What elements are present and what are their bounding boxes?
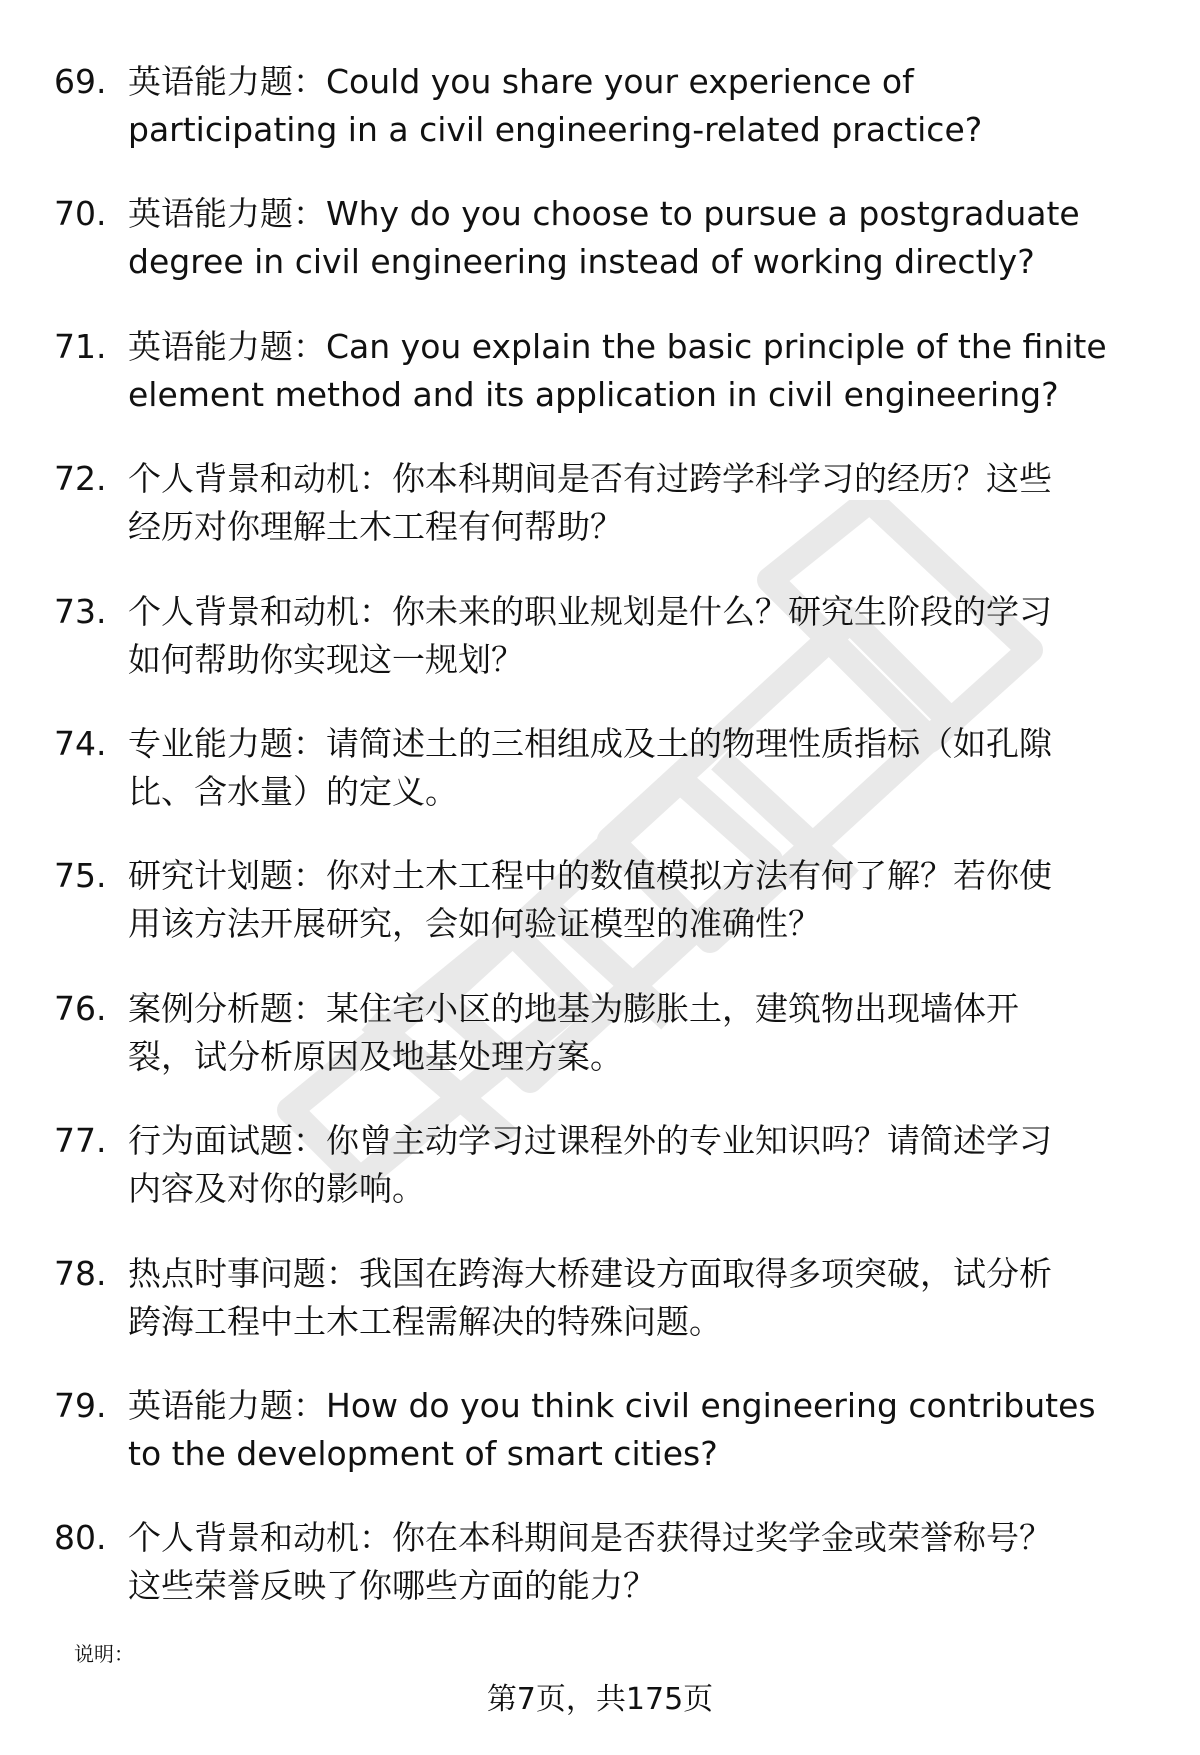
question-number: 72. [54, 459, 107, 499]
question-item [54, 1382, 1154, 1514]
question-text [128, 455, 1200, 551]
question-number: 73. [54, 591, 107, 631]
question-text [128, 323, 1200, 419]
question-text [128, 1514, 1200, 1610]
question-item [54, 455, 1154, 587]
question-number: 70. [54, 194, 107, 234]
question-line: 用该方法开展研究，会如何验证模型的准确性？ [128, 904, 821, 944]
question-line: 比、含水量）的定义。 [128, 771, 458, 811]
question-line: 这些荣誉反映了你哪些方面的能力？ [128, 1566, 656, 1606]
question-line: 案例分析题：某住宅小区的地基为膨胀土，建筑物出现墙体开 [128, 988, 1019, 1028]
question-line: degree in civil engineering instead of working directly? [128, 242, 1035, 282]
question-line: 跨海工程中土木工程需解决的特殊问题。 [128, 1301, 722, 1341]
question-line: 研究计划题：你对土木工程中的数值模拟方法有何了解？若你使 [128, 856, 1052, 896]
question-number: 77. [54, 1121, 107, 1161]
question-text [128, 985, 1200, 1081]
question-item [54, 720, 1154, 852]
question-line: 行为面试题：你曾主动学习过课程外的专业知识吗？请简述学习 [128, 1121, 1052, 1161]
question-line: 英语能力题：Could you share your experience of [128, 62, 914, 101]
question-item [54, 1117, 1154, 1249]
question-number: 75. [54, 856, 107, 896]
question-list [54, 58, 1154, 1647]
question-line: 经历对你理解土木工程有何帮助？ [128, 507, 623, 547]
question-text [128, 1117, 1200, 1213]
question-item [54, 985, 1154, 1117]
question-text [128, 1250, 1200, 1346]
question-line: 英语能力题：Can you explain the basic principle of the finite [128, 326, 1107, 366]
question-text [128, 852, 1200, 948]
question-line: 英语能力题：How do you think civil engineering contributes [128, 1385, 1096, 1425]
page-number-footer: 第7页，共175页 [486, 1682, 714, 1717]
question-number: 69. [54, 62, 107, 101]
question-number: 79. [54, 1385, 107, 1425]
question-line: 热点时事问题：我国在跨海大桥建设方面取得多项突破，试分析 [128, 1253, 1052, 1293]
question-line: 专业能力题：请简述土的三相组成及土的物理性质指标（如孔隙 [128, 723, 1052, 763]
question-number: 74. [54, 723, 107, 763]
question-line: 个人背景和动机：你本科期间是否有过跨学科学习的经历？这些 [128, 459, 1052, 499]
question-text [128, 720, 1200, 816]
question-text [128, 1382, 1200, 1478]
question-item [54, 190, 1154, 322]
question-item [54, 588, 1154, 720]
question-line: 个人背景和动机：你未来的职业规划是什么？研究生阶段的学习 [128, 591, 1052, 631]
question-line: 如何帮助你实现这一规划？ [128, 639, 524, 679]
question-item [54, 852, 1154, 984]
question-line: element method and its application in civil engineering? [128, 374, 1059, 414]
question-line: to the development of smart cities? [128, 1433, 718, 1473]
question-number: 78. [54, 1253, 107, 1293]
note-label: 说明： [74, 1642, 134, 1666]
question-line: 英语能力题：Why do you choose to pursue a postgraduate [128, 194, 1080, 234]
question-number: 71. [54, 326, 107, 366]
question-item [54, 1514, 1154, 1646]
question-line: 个人背景和动机：你在本科期间是否获得过奖学金或荣誉称号？ [128, 1518, 1052, 1558]
question-line: 裂，试分析原因及地基处理方案。 [128, 1036, 623, 1076]
question-number: 76. [54, 988, 107, 1028]
question-text [128, 588, 1200, 684]
question-item [54, 323, 1154, 455]
question-text [128, 190, 1200, 286]
question-line: participating in a civil engineering-related practice? [128, 110, 983, 149]
question-number: 80. [54, 1518, 107, 1558]
question-line: 内容及对你的影响。 [128, 1169, 425, 1209]
question-text [128, 58, 1200, 154]
question-item [54, 1250, 1154, 1382]
question-item [54, 58, 1154, 190]
